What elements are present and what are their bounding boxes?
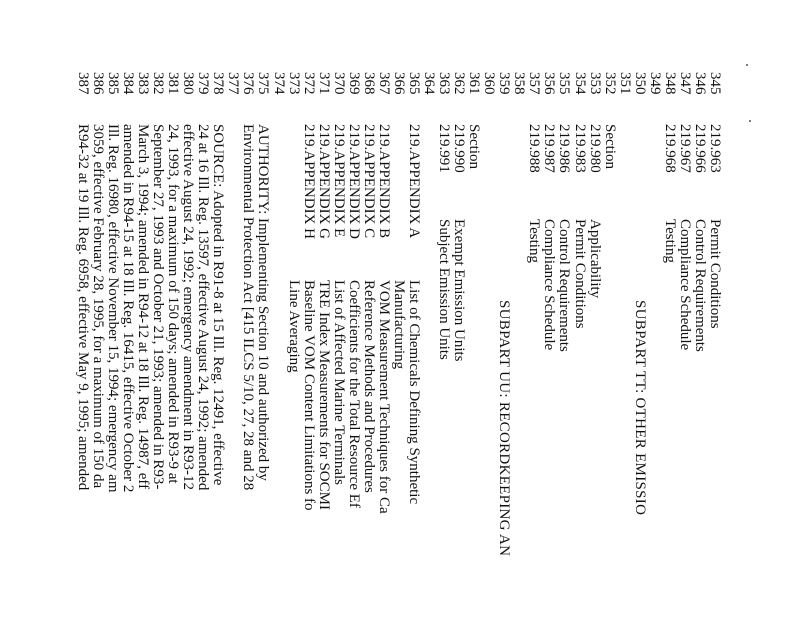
line-number: 377	[225, 72, 241, 95]
line-number: 360	[481, 72, 497, 95]
line-number: 383	[135, 72, 151, 95]
line-number: 354	[572, 72, 588, 95]
section-title: Permit Conditions	[572, 219, 588, 329]
section-number: 219.991	[436, 124, 452, 173]
line-number: 381	[165, 72, 181, 95]
scan-speck	[746, 64, 748, 66]
line-number: 372	[301, 72, 317, 95]
appendix-title: Line Averaging	[286, 280, 302, 373]
line-number: 387	[75, 72, 91, 95]
line-number: 352	[602, 72, 618, 95]
section-number: 219.APPENDIX E	[331, 124, 347, 238]
line-number: 357	[526, 72, 542, 95]
section-title: Applicability	[587, 219, 603, 299]
section-title: Control Requirements	[692, 219, 708, 352]
line-number: 350	[632, 72, 648, 95]
section-title: Testing	[662, 219, 678, 263]
line-number: 364	[421, 72, 437, 95]
paragraph-text: AUTHORITY: Implementing Section 10 and authorized by	[255, 124, 271, 481]
line-number: 378	[210, 72, 226, 95]
paragraph-text: Ill. Reg. 16980, effective November 15, 1994; emergency am	[105, 124, 121, 493]
appendix-title: VOM Measurement Techniques for Ca	[376, 280, 392, 514]
appendix-title: TRE Index Measurements for SOCMI	[316, 280, 332, 510]
appendix-title: Coefficients for the Total Resource Ef	[346, 280, 362, 508]
section-number: 219.963	[707, 124, 723, 173]
line-number: 361	[466, 72, 482, 95]
line-number: 373	[286, 72, 302, 95]
paragraph-text: Environmental Protection Act [415 ILCS 5/10, 27, 28 and 28	[240, 124, 256, 491]
line-number: 362	[451, 72, 467, 95]
line-number: 386	[90, 72, 106, 95]
section-number: 219.980	[587, 124, 603, 173]
line-number: 345	[707, 72, 723, 95]
section-title: Permit Conditions	[707, 219, 723, 329]
line-number: 385	[105, 72, 121, 95]
line-number: 346	[692, 72, 708, 95]
subpart-heading: SUBPART TT: OTHER EMISSIO	[632, 300, 648, 516]
line-number: 359	[496, 72, 512, 95]
section-number: 219.983	[572, 124, 588, 173]
appendix-title: List of Chemicals Defining Synthetic	[406, 280, 422, 505]
section-title: Exempt Emission Units	[451, 219, 467, 362]
line-number: 376	[240, 72, 256, 95]
paragraph-text: effective August 24, 1992; emergency amendment in R93-12	[180, 124, 196, 491]
section-number: 219.990	[451, 124, 467, 173]
paragraph-text: R94-32 at 19 Ill. Reg. 6958, effective May 9, 1995; amended	[75, 124, 91, 491]
section-title: Compliance Schedule	[677, 219, 693, 351]
section-number: 219.968	[662, 124, 678, 173]
paragraph-text: 3059, effective February 28, 1995, for a maximum of 150 da	[90, 124, 106, 489]
section-number: 219.APPENDIX D	[346, 124, 362, 240]
line-number: 374	[271, 72, 287, 95]
section-number: 219.APPENDIX A	[406, 124, 422, 239]
section-number: 219.APPENDIX G	[316, 124, 332, 240]
appendix-title: List of Affected Marine Terminals	[331, 280, 347, 486]
section-title: Compliance Schedule	[541, 219, 557, 351]
line-number: 363	[436, 72, 452, 95]
line-number: 368	[361, 72, 377, 95]
line-number: 380	[180, 72, 196, 95]
paragraph-text: 24 at 16 Ill. Reg. 13597, effective August 24, 1992; amended	[195, 124, 211, 491]
line-number: 356	[541, 72, 557, 95]
line-number: 365	[406, 72, 422, 95]
paragraph-text: 24, 1993, for a maximum of 150 days; amended in R93-9 at	[165, 124, 181, 484]
section-number: 219.987	[541, 124, 557, 173]
line-number: 355	[556, 72, 572, 95]
section-number: 219.988	[526, 124, 542, 173]
section-number: 219.986	[556, 124, 572, 173]
section-number: 219.APPENDIX B	[376, 124, 392, 239]
line-number: 375	[255, 72, 271, 95]
line-number: 371	[316, 72, 332, 95]
paragraph-text: SOURCE: Adopted in R91-8 at 15 Ill. Reg. 12491, effective	[210, 124, 226, 486]
paragraph-text: September 27, 1993 and October 21, 1993; amended in R93-	[150, 124, 166, 490]
paragraph-text: amended in R94-15 at 18 Ill. Reg. 16415, effective October 2	[120, 124, 136, 493]
section-title: Control Requirements	[556, 219, 572, 352]
line-number: 384	[120, 72, 136, 95]
line-number: 370	[331, 72, 347, 95]
section-number: Section	[466, 124, 482, 169]
line-number: 348	[662, 72, 678, 95]
section-number: 219.967	[677, 124, 693, 173]
section-number: 219.966	[692, 124, 708, 173]
scan-speck	[749, 120, 751, 122]
line-number: 379	[195, 72, 211, 95]
appendix-title: Manufacturing	[391, 280, 407, 370]
line-number: 366	[391, 72, 407, 95]
line-number: 382	[150, 72, 166, 95]
section-title: Testing	[526, 219, 542, 263]
line-number: 367	[376, 72, 392, 95]
line-number: 351	[617, 72, 633, 95]
appendix-title: Reference Methods and Procedures	[361, 280, 377, 493]
appendix-title: Baseline VOM Content Limitations fo	[301, 280, 317, 511]
paragraph-text: March 3, 1994; amended in R94-12 at 18 Ill. Reg. 14987, eff	[135, 124, 151, 490]
line-number: 347	[677, 72, 693, 95]
section-number: 219.APPENDIX C	[361, 124, 377, 239]
section-number: Section	[602, 124, 618, 169]
line-number: 369	[346, 72, 362, 95]
line-number: 353	[587, 72, 603, 95]
section-title: Subject Emission Units	[436, 219, 452, 360]
section-number: 219.APPENDIX H	[301, 124, 317, 240]
subpart-heading: SUBPART UU: RECORDKEEPING AN	[496, 300, 512, 557]
line-number: 349	[647, 72, 663, 95]
line-number: 358	[511, 72, 527, 95]
